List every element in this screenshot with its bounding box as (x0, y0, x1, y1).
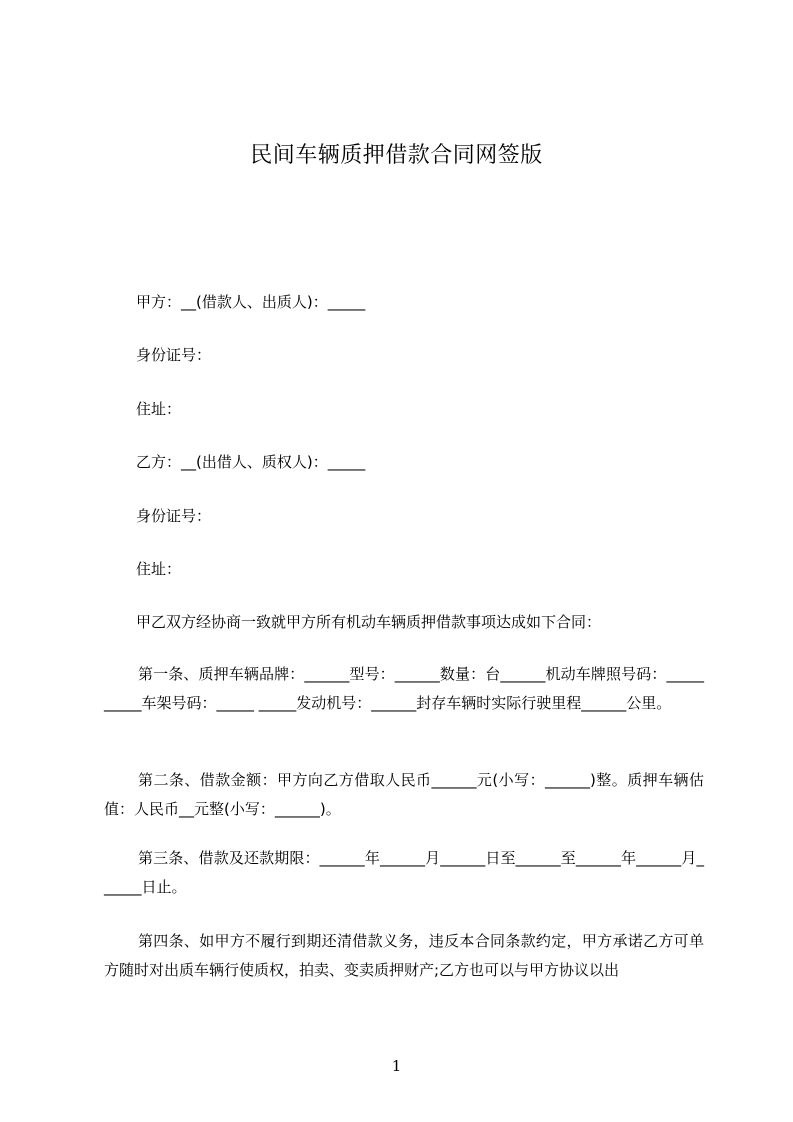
article-1: 第一条、质押车辆品牌：______型号：______数量：台______机动车牌照号码：__________车架号码：_____ _____发动机号：______封存车辆时实际行驶里程______公里。 (104, 665, 704, 712)
party-b-label: 乙方：__(出借人、质权人)：_____ (136, 453, 366, 471)
page-number: 1 (391, 1057, 402, 1075)
article-3: 第三条、借款及还款期限：______年______月______日至______至______年______月______日止。 (104, 849, 704, 896)
article-2: 第二条、借款金额：甲方向乙方借取人民币______元(小写：______)整。质押车辆估值：人民币__元整(小写：______)。 (104, 771, 704, 818)
contract-intro: 甲乙双方经协商一致就甲方所有机动车辆质押借款事项达成如下合同： (136, 613, 602, 631)
party-a-id-label: 身份证号： (136, 346, 212, 364)
party-b-address-label: 住址： (136, 560, 182, 578)
document-title: 民间车辆质押借款合同网签版 (250, 143, 543, 168)
party-b-id-label: 身份证号： (136, 507, 212, 525)
party-a-label: 甲方：__(借款人、出质人)：_____ (136, 293, 366, 311)
party-a-address-label: 住址： (136, 400, 182, 418)
article-4: 第四条、如甲方不履行到期还清借款义务，违反本合同条款约定，甲方承诺乙方可单方随时对出质车辆行使质权，拍卖、变卖质押财产;乙方也可以与甲方协议以出 (104, 932, 704, 979)
